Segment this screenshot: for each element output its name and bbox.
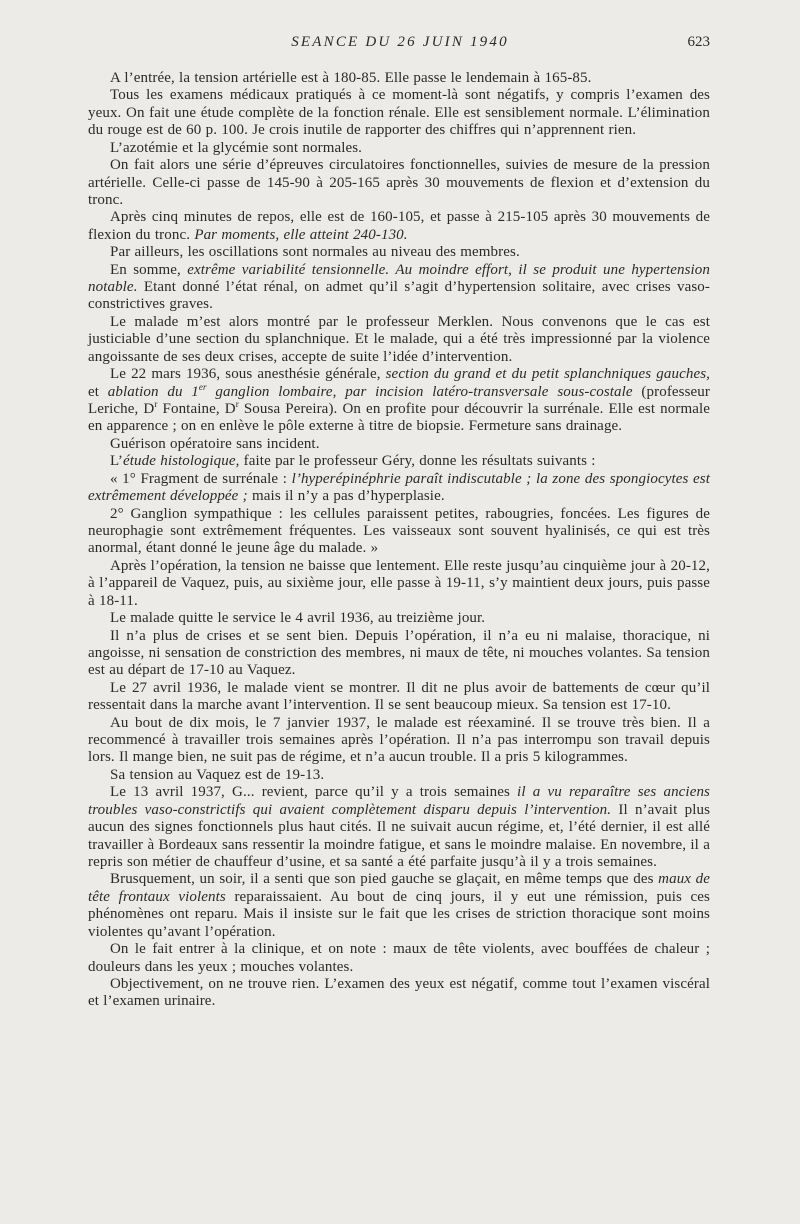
superscript-text: er: [198, 381, 207, 392]
paragraph: [88, 140, 710, 157]
paragraph: [88, 87, 710, 139]
paragraph: [88, 976, 710, 1011]
superscript-text: r: [235, 399, 239, 410]
text-run: Après cinq minutes de repos, elle est de 160-105, et passe à 215-105 après 30 mouvements de flexion du tronc.: [88, 209, 710, 243]
text-run: Objectivement, on ne trouve rien. L’examen des yeux est négatif, comme tout l’examen viscéral et l’examen urinaire.: [88, 975, 710, 1010]
text-run: L’azotémie et la glycémie sont normales.: [110, 139, 363, 156]
text-run: Il n’avait plus aucun des signes fonctionnels plus haut cités. Il ne suivait aucun régime, et, l’été dernier, il est allé travailler à Bordeaux sans ressentir la moindre fatigue, et sans le moindre malaise. En novembre, il a repris son métier de chauffeur d’usine, et sa santé a été parfaite jusqu’à il y a trois semaines.: [88, 801, 711, 870]
paragraph: [88, 715, 710, 767]
text-run: Sousa Pereira). On en profite pour découvrir la surrénale. Elle est normale en apparence ; on en enlève le pôle externe à titre de biopsie. Fermeture sans drainage.: [88, 401, 711, 435]
italic-text: il a vu reparaître ses anciens troubles vaso-constrictifs qui avaient complètement disparu depuis l’intervention.: [88, 784, 710, 818]
paragraph: [88, 506, 710, 558]
header-title: SEANCE DU 26 JUIN 1940: [291, 34, 509, 50]
text-run: et: [88, 383, 108, 400]
paragraph: [88, 436, 710, 453]
text-run: (professeur Leriche, D: [88, 383, 710, 418]
text-run: On fait alors une série d’épreuves circulatoires fonctionnelles, suivies de mesure de la pression artérielle. Celle-ci passe de 145-90 à 205-165 après 30 mouvements de flexion et d’extension du tronc.: [88, 157, 710, 208]
italic-text: ablation du 1: [107, 383, 199, 400]
paragraph: [88, 767, 710, 784]
italic-text: ganglion lombaire, par incision latéro-transversale sous-costale: [206, 383, 633, 400]
text-run: Au bout de dix mois, le 7 janvier 1937, le malade est réexaminé. Il se trouve très bien. Il a recommencé à travailler trois semaines après l’opération. Il n’a pas interrompu son travail depuis lors. Il mange bien, ne suit pas de régime, et n’a aucun trouble. Il a pris 5 kilogrammes.: [88, 714, 710, 766]
text-run: Il n’a plus de crises et se sent bien. Depuis l’opération, il n’a eu ni malaise, thoracique, ni angoisse, ni sensation de constriction des membres, ni maux de tête, ni mouches volantes. Sa tension est au départ de 17-10 au Vaquez.: [88, 627, 710, 679]
italic-text: extrême variabilité tensionnelle. Au moindre effort, il se produit une hypertension notable.: [88, 261, 710, 296]
paragraph: [88, 628, 710, 680]
paragraph: [88, 471, 710, 506]
paragraph: [88, 314, 710, 366]
italic-text: Par moments, elle atteint 240-130.: [194, 226, 408, 243]
text-run: reparaissaient. Au bout de cinq jours, il y eut une rémission, puis ces phénomènes ont reparu. Mais il insiste sur le fait que les crises de striction thoracique sont moins violentes qu’avant l’opération.: [88, 888, 710, 940]
page-number: 623: [687, 34, 710, 50]
paragraph: [88, 558, 710, 610]
paragraph: [88, 784, 710, 871]
text-run: « 1° Fragment de surrénale :: [110, 470, 292, 487]
text-run: Le 27 avril 1936, le malade vient se montrer. Il dit ne plus avoir de battements de cœur qu’il ressentait dans la marche avant l’intervention. Il se sent beaucoup mieux. Sa tension est 17-10.: [88, 679, 710, 714]
paragraph: [88, 610, 710, 627]
text-run: Etant donné l’état rénal, on admet qu’il s’agit d’hypertension solitaire, avec crises vaso-constrictives graves.: [88, 279, 710, 313]
article-body: [88, 70, 710, 1011]
italic-text: l’hyperépinéphrie paraît indiscutable ; la zone des spongiocytes est extrêmement développée ;: [88, 470, 710, 505]
superscript-text: r: [154, 399, 158, 410]
paragraph: [88, 941, 710, 976]
paragraph: [88, 157, 710, 209]
text-run: Le malade m’est alors montré par le professeur Merklen. Nous convenons que le cas est justiciable d’une section du splanchnique. Et le malade, qui a été très impressionné par la violence angoissante de ses deux crises, accepte de suite l’idée d’intervention.: [88, 313, 710, 365]
italic-text: section du grand et du petit splanchniques gauches,: [385, 366, 710, 383]
text-run: Guérison opératoire sans incident.: [110, 435, 320, 452]
paragraph: [88, 453, 710, 470]
running-header: [0, 34, 800, 58]
text-run: Le malade quitte le service le 4 avril 1936, au treizième jour.: [110, 610, 486, 627]
text-run: Le 22 mars 1936, sous anesthésie générale,: [110, 366, 386, 383]
text-run: 2° Ganglion sympathique : les cellules paraissent petites, rabougries, foncées. Les figures de neurophagie sont extrêmement fréquentes. Les vaisseaux sont souvent hyalinisés, ce qui est très anormal, étant donné le jeune âge du malade. »: [88, 505, 710, 557]
text-run: mais il n’y a pas d’hyperplasie.: [247, 488, 445, 505]
text-run: faite par le professeur Géry, donne les résultats suivants :: [239, 453, 596, 470]
paragraph: [88, 871, 710, 941]
paragraph: [88, 244, 710, 261]
paragraph: [88, 680, 710, 715]
paragraph: [88, 209, 710, 244]
paragraph: [88, 262, 710, 314]
text-run: Sa tension au Vaquez est de 19-13.: [110, 766, 325, 783]
text-run: Fontaine, D: [157, 401, 236, 418]
paragraph: [88, 70, 710, 87]
text-run: Le 13 avril 1937, G... revient, parce qu’il y a trois semaines: [110, 784, 518, 801]
italic-text: maux de tête frontaux violents: [88, 871, 711, 905]
text-run: A l’entrée, la tension artérielle est à 180-85. Elle passe le lendemain à 165-85.: [110, 70, 592, 86]
text-run: L’: [110, 453, 123, 470]
text-run: Tous les examens médicaux pratiqués à ce moment-là sont négatifs, y compris l’examen des yeux. On fait une étude complète de la fonction rénale. Elle est sensiblement normale. L’élimination du rouge est de 60 p. 100. Je crois inutile de rapporter des chiffres qui n’apprennent rien.: [88, 87, 710, 139]
paragraph: [88, 366, 710, 436]
text-run: Brusquement, un soir, il a senti que son pied gauche se glaçait, en même temps que des: [110, 871, 659, 888]
text-run: En somme,: [110, 261, 188, 278]
text-run: On le fait entrer à la clinique, et on note : maux de tête violents, avec bouffées de chaleur ; douleurs dans les yeux ; mouches volantes.: [88, 941, 710, 975]
text-run: Par ailleurs, les oscillations sont normales au niveau des membres.: [110, 244, 520, 261]
italic-text: étude histologique,: [122, 453, 240, 470]
text-run: Après l’opération, la tension ne baisse que lentement. Elle reste jusqu’au cinquième jour à 20-12, à l’appareil de Vaquez, puis, au sixième jour, elle passe à 19-11, s’y maintient deux jours, puis passe à 18-11.: [88, 557, 710, 609]
